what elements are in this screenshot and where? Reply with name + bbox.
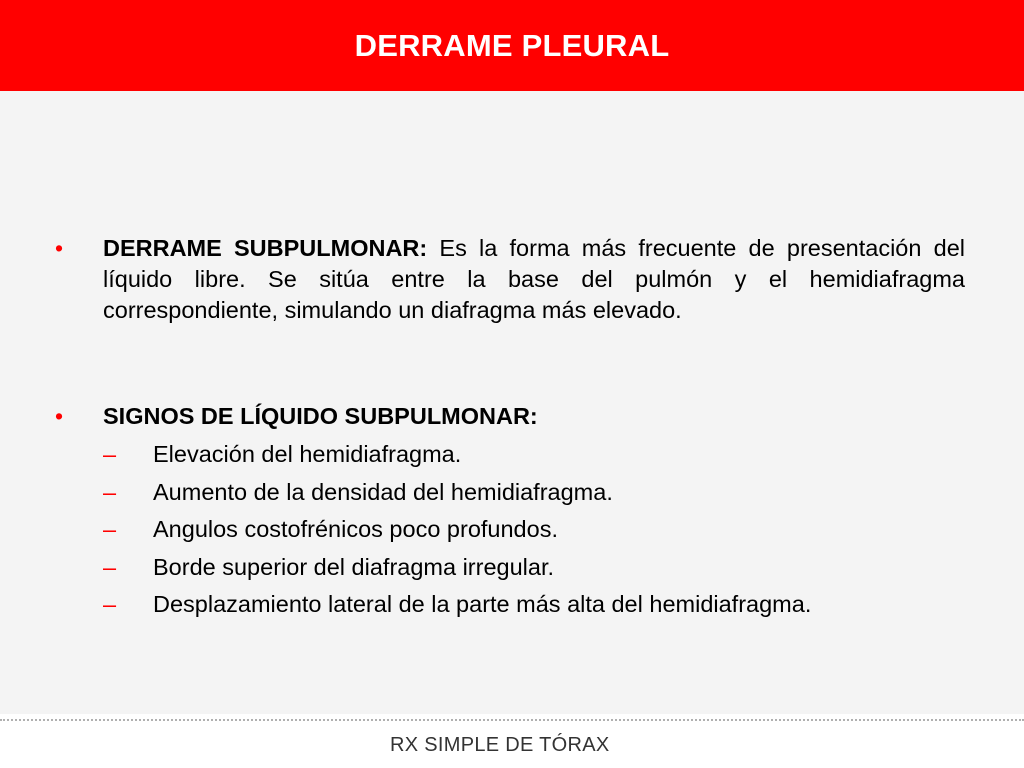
footer-title: RX SIMPLE DE TÓRAX [390,734,610,756]
list-item-text: Borde superior del diafragma irregular. [153,553,555,580]
bullet-paragraph [103,401,965,432]
bullet-label: DERRAME SUBPULMONAR: [103,235,428,261]
bullet-icon: • [55,403,64,429]
list-item [0,589,1024,627]
slide-header [0,0,1024,91]
list-item [0,439,1024,477]
bullet-paragraph [103,233,965,326]
list-item-text: Aumento de la densidad del hemidiafragma. [153,478,613,505]
bullet-icon: • [55,235,64,261]
dash-icon: – [103,516,117,542]
bullet-label: SIGNOS DE LÍQUIDO SUBPULMONAR: [103,403,538,429]
dash-icon: – [103,441,117,467]
dash-icon: – [103,478,117,505]
list-item-text: Elevación del hemidiafragma. [153,441,462,467]
list-item [0,477,1024,515]
dash-icon: – [103,553,117,580]
dash-icon: – [103,591,117,617]
bullet-body: Es la forma más frecuente de presentación del líquido libre. Se sitúa entre la base del pulmón y el hemidiafragma correspondiente, simulando un diafragma más elevado. [103,235,965,323]
footer-divider [0,719,1024,721]
slide-title: DERRAME PLEURAL [354,28,670,63]
signs-list [0,439,1024,627]
list-item [0,552,1024,590]
list-item-text: Desplazamiento lateral de la parte más alta del hemidiafragma. [153,591,812,617]
list-item-text: Angulos costofrénicos poco profundos. [153,516,558,542]
list-item [0,514,1024,552]
